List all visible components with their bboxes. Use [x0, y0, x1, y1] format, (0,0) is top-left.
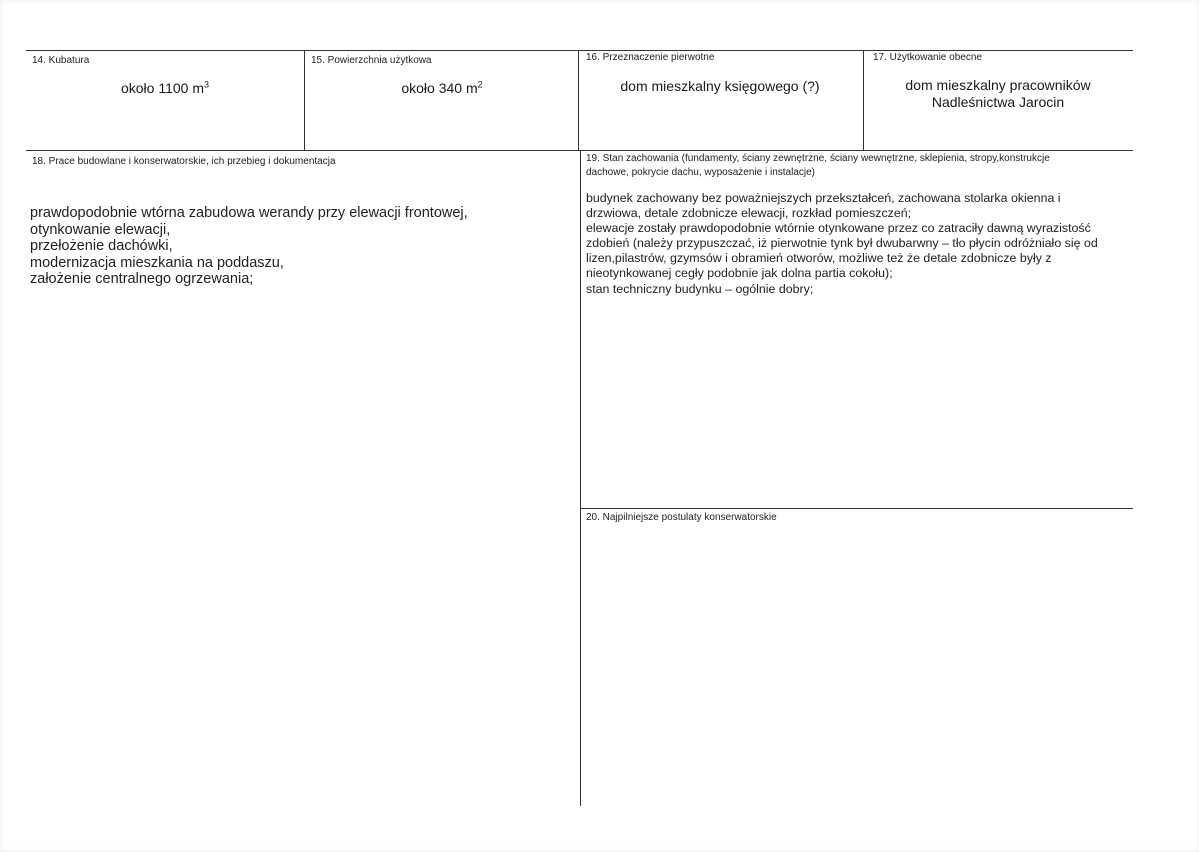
field-18-label: 18. Prace budowlane i konserwatorskie, ich przebieg i dokumentacja	[32, 156, 336, 167]
field-16-label: 16. Przeznaczenie pierwotne	[586, 52, 715, 63]
field-15-value-text: około 340 m	[401, 80, 478, 96]
field-17-value-line1: dom mieszkalny pracowników	[905, 77, 1091, 93]
field-18-line: założenie centralnego ogrzewania;	[30, 271, 254, 288]
field-19-line: nieotynkowanej cegły podobnie jak dolna partia cokołu);	[586, 266, 893, 281]
field-19-line: lizen,pilastrów, gzymsów i obramień otworów, możliwe też że detale zdobnicze były z	[586, 251, 1052, 266]
field-14-value-text: około 1100 m	[120, 80, 204, 96]
field-17-value-line2: Nadleśnictwa Jarocin	[931, 94, 1065, 110]
field-17-value	[870, 77, 1126, 111]
field-19-line: zdobień (należy przypuszczać, iż pierwotnie tynk był dwubarwny – tło płycin odróżniało się od	[586, 236, 1098, 251]
divider-14-15	[304, 50, 305, 150]
field-18-line: prawdopodobnie wtórna zabudowa werandy przy elewacji frontowej,	[30, 205, 468, 221]
field-19-body	[586, 191, 1126, 297]
field-19-label-line1: 19. Stan zachowania (fundamenty, ściany zewnętrzne, ściany wewnętrzne, sklepienia, stropy,konstrukcje	[586, 153, 1050, 164]
divider-15-16	[578, 50, 579, 150]
field-17-label: 17. Użytkowanie obecne	[873, 52, 982, 63]
field-20-label: 20. Najpilniejsze postulaty konserwatorskie	[586, 512, 777, 523]
field-18-body	[30, 205, 490, 288]
row1-top-rule	[26, 50, 1133, 51]
field-14-value-unit-exponent: 3	[204, 79, 210, 90]
field-18-line: otynkowanie elewacji,	[30, 221, 171, 238]
field-19-label-line2: dachowe, pokrycie dachu, wyposażenie i instalacje)	[586, 167, 816, 178]
field-15-value-unit-exponent: 2	[477, 79, 483, 90]
field-19-line: budynek zachowany bez poważniejszych przekształceń, zachowana stolarka okienna i	[586, 191, 1061, 205]
divider-18-19	[580, 150, 581, 806]
field-14-label: 14. Kubatura	[32, 55, 90, 66]
field-19-line: drzwiowa, detale zdobnicze elewacji, rozkład pomieszczeń;	[586, 206, 912, 221]
divider-16-17	[863, 50, 864, 150]
field-18-line: modernizacja mieszkania na poddaszu,	[30, 254, 284, 271]
field-19-line: elewacje zostały prawdopodobnie wtórnie otynkowane przez co zatraciły dawną wyrazistość	[586, 221, 1091, 236]
field-16-value: dom mieszkalny księgowego (?)	[620, 78, 820, 94]
field-18-line: przełożenie dachówki,	[30, 238, 173, 255]
field-19-line: stan techniczny budynku – ogólnie dobry;	[586, 281, 814, 296]
field-15-label: 15. Powierzchnia użytkowa	[311, 55, 432, 66]
field-15-value	[332, 80, 552, 97]
field20-top-rule	[580, 508, 1133, 509]
field-14-value	[60, 80, 270, 97]
